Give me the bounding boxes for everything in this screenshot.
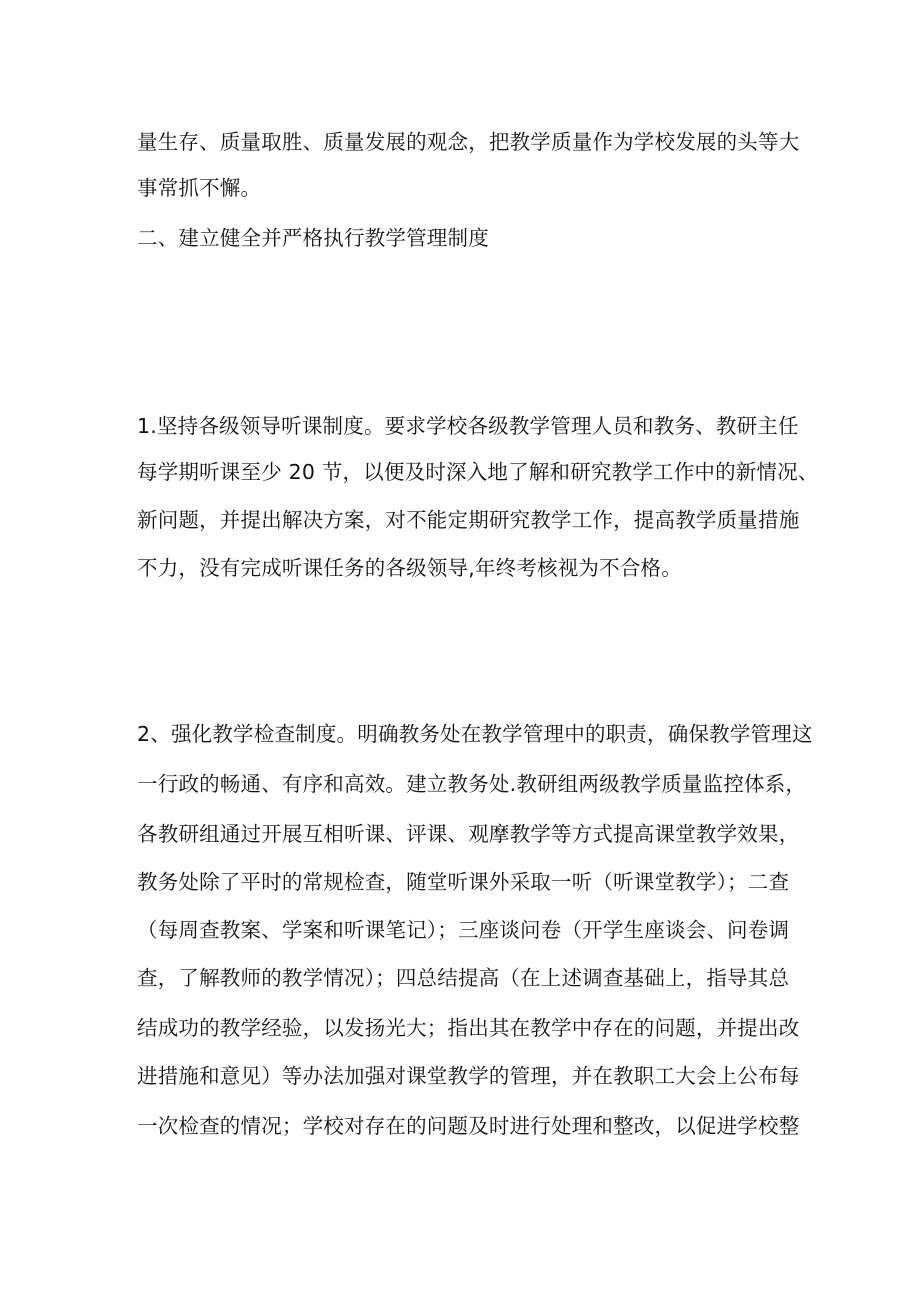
item2-line-5: （每周查教案、学案和听课笔记）；三座谈问卷（开学生座谈会、问卷调: [137, 918, 790, 942]
item2-line-7: 结成功的教学经验，以发扬光大；指出其在教学中存在的问题，并提出改: [137, 1016, 800, 1040]
intro-line-1: 量生存、质量取胜、质量发展的观念，把教学质量作为学校发展的头等大: [137, 130, 800, 154]
intro-line-2: 事常抓不懈。: [137, 176, 262, 200]
item1-line-1: 1.坚持各级领导听课制度。要求学校各级教学管理人员和教务、教研主任: [137, 414, 799, 438]
item2-line-2: 一行政的畅通、有序和高效。建立教务处.教研组两级教学质量监控体系，: [137, 772, 807, 796]
item2-line-9: 一次检查的情况；学校对存在的问题及时进行处理和整改，以促进学校整: [137, 1114, 800, 1138]
item2-line-3: 各教研组通过开展互相听课、评课、观摩教学等方式提高课堂教学效果，: [137, 822, 800, 846]
item2-line-4: 教务处除了平时的常规检查，随堂听课外采取一听（听课堂教学）；二查: [137, 870, 790, 894]
item2-line-1: 2、强化教学检查制度。明确教务处在教学管理中的职责，确保教学管理这: [137, 722, 813, 746]
item1-line-4: 不力，没有完成听课任务的各级领导,年终考核视为不合格。: [137, 556, 682, 580]
item1-line-2: 每学期听课至少 20 节，以便及时深入地了解和研究教学工作中的新情况、: [137, 460, 819, 484]
section-heading: 二、建立健全并严格执行教学管理制度: [137, 226, 489, 250]
item2-line-8: 进措施和意见）等办法加强对课堂教学的管理，并在教职工大会上公布每: [137, 1064, 800, 1088]
item1-line-3: 新问题，并提出解决方案，对不能定期研究教学工作，提高教学质量措施: [137, 508, 800, 532]
item2-line-6: 查，了解教师的教学情况）；四总结提高（在上述调查基础上，指导其总: [137, 966, 790, 990]
